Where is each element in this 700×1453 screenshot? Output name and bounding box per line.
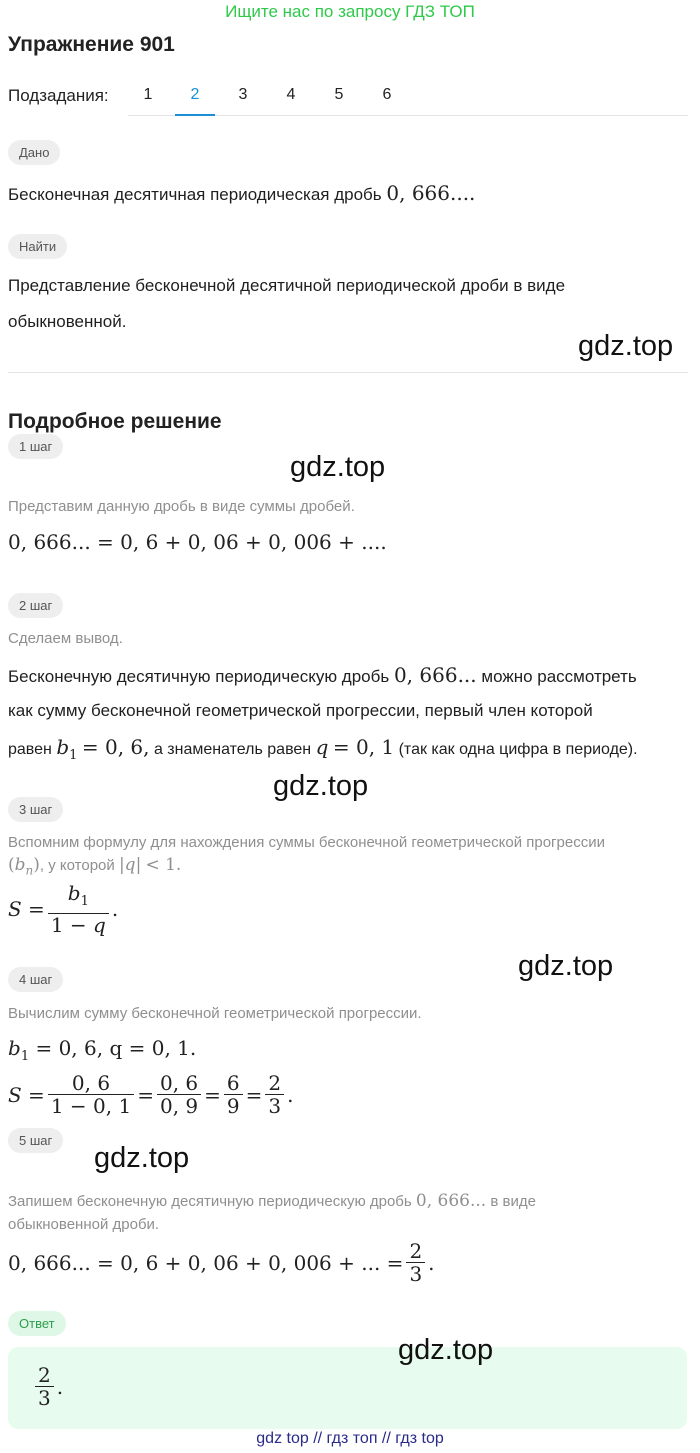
step2-q-symbol: q <box>315 735 329 759</box>
step2-line3-math2: = 0, 1 <box>332 735 395 759</box>
step5-badge: 5 шаг <box>8 1128 63 1153</box>
step2-line3-math1: = 0, 6, <box>81 735 150 759</box>
step2-line-1 <box>8 657 637 695</box>
step2-line1-b: можно рассмотреть <box>481 667 637 686</box>
step5-hint-2: обыкновенной дроби. <box>8 1216 160 1233</box>
answer-frac-num: 2 <box>38 1363 51 1387</box>
step2-line3-c: (так как одна цифра в периоде). <box>398 741 638 758</box>
step5-frac <box>406 1240 425 1285</box>
step4-frac4-num: 2 <box>268 1071 282 1095</box>
step2-badge-wrap <box>8 593 63 618</box>
step4-frac4-den: 3 <box>265 1094 284 1117</box>
step4-frac-1 <box>48 1072 134 1117</box>
answer-badge-wrap <box>8 1311 66 1336</box>
step4-frac3-den: 9 <box>224 1094 243 1117</box>
watermark-6: gdz.top <box>398 1334 494 1366</box>
step4-frac-3 <box>224 1072 243 1117</box>
step4-eq-2: = <box>204 1082 221 1107</box>
tab-subtask-1[interactable]: 1 <box>143 86 153 103</box>
step5-hint1-math: 0, 666... <box>415 1191 487 1211</box>
tab-subtask-2[interactable]: 2 <box>175 86 215 116</box>
step3-formula-dot: . <box>111 897 119 921</box>
step4-dot: . <box>287 1082 294 1107</box>
answer-frac <box>35 1364 54 1409</box>
footer-links[interactable]: gdz top // гдз топ // гдз top <box>256 1430 444 1447</box>
tab-subtask-5[interactable]: 5 <box>334 86 344 103</box>
watermark-1: gdz.top <box>578 330 674 362</box>
step5-math-expr: 0, 666... = 0, 6 + 0, 06 + 0, 006 + ... = <box>8 1250 404 1275</box>
watermark-3: gdz.top <box>273 770 369 802</box>
step5-frac-num: 2 <box>409 1239 423 1263</box>
find-badge-wrap <box>8 234 67 259</box>
step3-formula-fraction <box>48 882 109 936</box>
subtask-tabs <box>128 80 688 116</box>
step2-line1-a: Бесконечную десятичную периодическую дробь <box>8 667 390 686</box>
step3-hint2-text: , у которой <box>39 857 115 874</box>
tab-subtask-6[interactable]: 6 <box>382 86 392 103</box>
step4-frac1-den: 1 − 0, 1 <box>48 1094 134 1117</box>
step3-formula <box>8 882 118 936</box>
step4-line1-math: = 0, 6, q = 0, 1. <box>35 1036 197 1060</box>
section-divider <box>8 372 688 373</box>
step5-frac-den: 3 <box>406 1262 425 1285</box>
subtasks-label: Подзадания: <box>8 86 109 105</box>
answer-math <box>32 1364 63 1409</box>
answer-badge: Ответ <box>8 1311 66 1336</box>
exercise-title: Упражнение 901 <box>8 33 175 56</box>
step2-badge: 2 шаг <box>8 593 63 618</box>
step4-eq-1: = <box>137 1082 154 1107</box>
step3-abs-q: |q| <box>118 855 142 875</box>
step3-hint-2 <box>8 854 181 882</box>
step2-line3-a: равен <box>8 741 52 758</box>
step1-badge: 1 шаг <box>8 434 63 459</box>
step4-badge: 4 шаг <box>8 967 63 992</box>
step3-formula-den: 1 − q <box>48 913 109 936</box>
step5-hint1-a: Запишем бесконечную десятичную периодическую дробь <box>8 1193 412 1210</box>
given-text-label: Бесконечная десятичная периодическая дробь <box>8 185 382 204</box>
step4-badge-wrap <box>8 967 63 992</box>
solution-title: Подробное решение <box>8 410 222 433</box>
step4-frac2-num: 0, 6 <box>159 1071 199 1095</box>
step1-badge-wrap <box>8 434 63 459</box>
watermark-4: gdz.top <box>518 950 614 982</box>
step5-badge-wrap <box>8 1128 63 1153</box>
step3-formula-lhs: S = <box>8 897 45 921</box>
step4-frac-2 <box>157 1072 201 1117</box>
given-text <box>8 175 475 213</box>
step4-frac1-num: 0, 6 <box>71 1071 111 1095</box>
answer-box <box>8 1347 687 1429</box>
step4-line-1: $b_1 = 0$, 6, q = 0, 1. <box>8 1036 197 1064</box>
step4-calc <box>8 1072 294 1117</box>
step2-b1-symbol: $b_1$ <box>56 735 78 763</box>
step2-line1-math: 0, 666... <box>393 663 477 687</box>
find-line-2: обыкновенной. <box>8 312 127 331</box>
step2-line-2: как сумму бесконечной геометрической прогрессии, первый член которой <box>8 701 593 720</box>
step3-formula-num: $b_1$ <box>67 881 89 909</box>
step4-eq-3: = <box>245 1082 263 1107</box>
step3-hint-1: Вспомним формулу для нахождения суммы бесконечной геометрической прогрессии <box>8 834 605 851</box>
top-banner[interactable]: Ищите нас по запросу ГДЗ ТОП <box>225 2 475 21</box>
step4-hint: Вычислим сумму бесконечной геометрической прогрессии. <box>8 1005 422 1022</box>
step5-hint-1 <box>8 1190 536 1213</box>
answer-dot: . <box>56 1374 64 1399</box>
step2-hint: Сделаем вывод. <box>8 630 123 647</box>
answer-frac-den: 3 <box>35 1386 54 1409</box>
given-badge: Дано <box>8 140 60 165</box>
step5-math <box>8 1240 435 1285</box>
find-line-1: Представление бесконечной десятичной периодической дроби в виде <box>8 276 566 295</box>
step3-badge-wrap <box>8 797 63 822</box>
step4-frac-4 <box>265 1072 284 1117</box>
step5-dot: . <box>428 1250 435 1275</box>
step4-frac2-den: 0, 9 <box>157 1094 201 1117</box>
given-math: 0, 666.... <box>386 181 476 205</box>
step2-line3-b: а знаменатель равен <box>153 741 312 758</box>
step3-badge: 3 шаг <box>8 797 63 822</box>
step4-calc-lhs: S = <box>8 1082 45 1107</box>
watermark-2: gdz.top <box>290 451 386 483</box>
step5-hint1-b: в виде <box>490 1193 536 1210</box>
step1-hint: Представим данную дробь в виде суммы дробей. <box>8 498 355 515</box>
step4-frac3-num: 6 <box>226 1071 240 1095</box>
step3-hint2-math: < 1. <box>145 855 182 875</box>
step3-bn-symbol: $(b_n)$ <box>8 855 40 878</box>
find-badge: Найти <box>8 234 67 259</box>
tab-subtask-4[interactable]: 4 <box>286 86 296 103</box>
step2-line-3 <box>8 729 638 774</box>
watermark-5: gdz.top <box>94 1142 190 1174</box>
tab-subtask-3[interactable]: 3 <box>238 86 248 103</box>
step1-math: 0, 666... = 0, 6 + 0, 06 + 0, 006 + .... <box>8 530 387 554</box>
given-badge-wrap <box>8 140 60 165</box>
